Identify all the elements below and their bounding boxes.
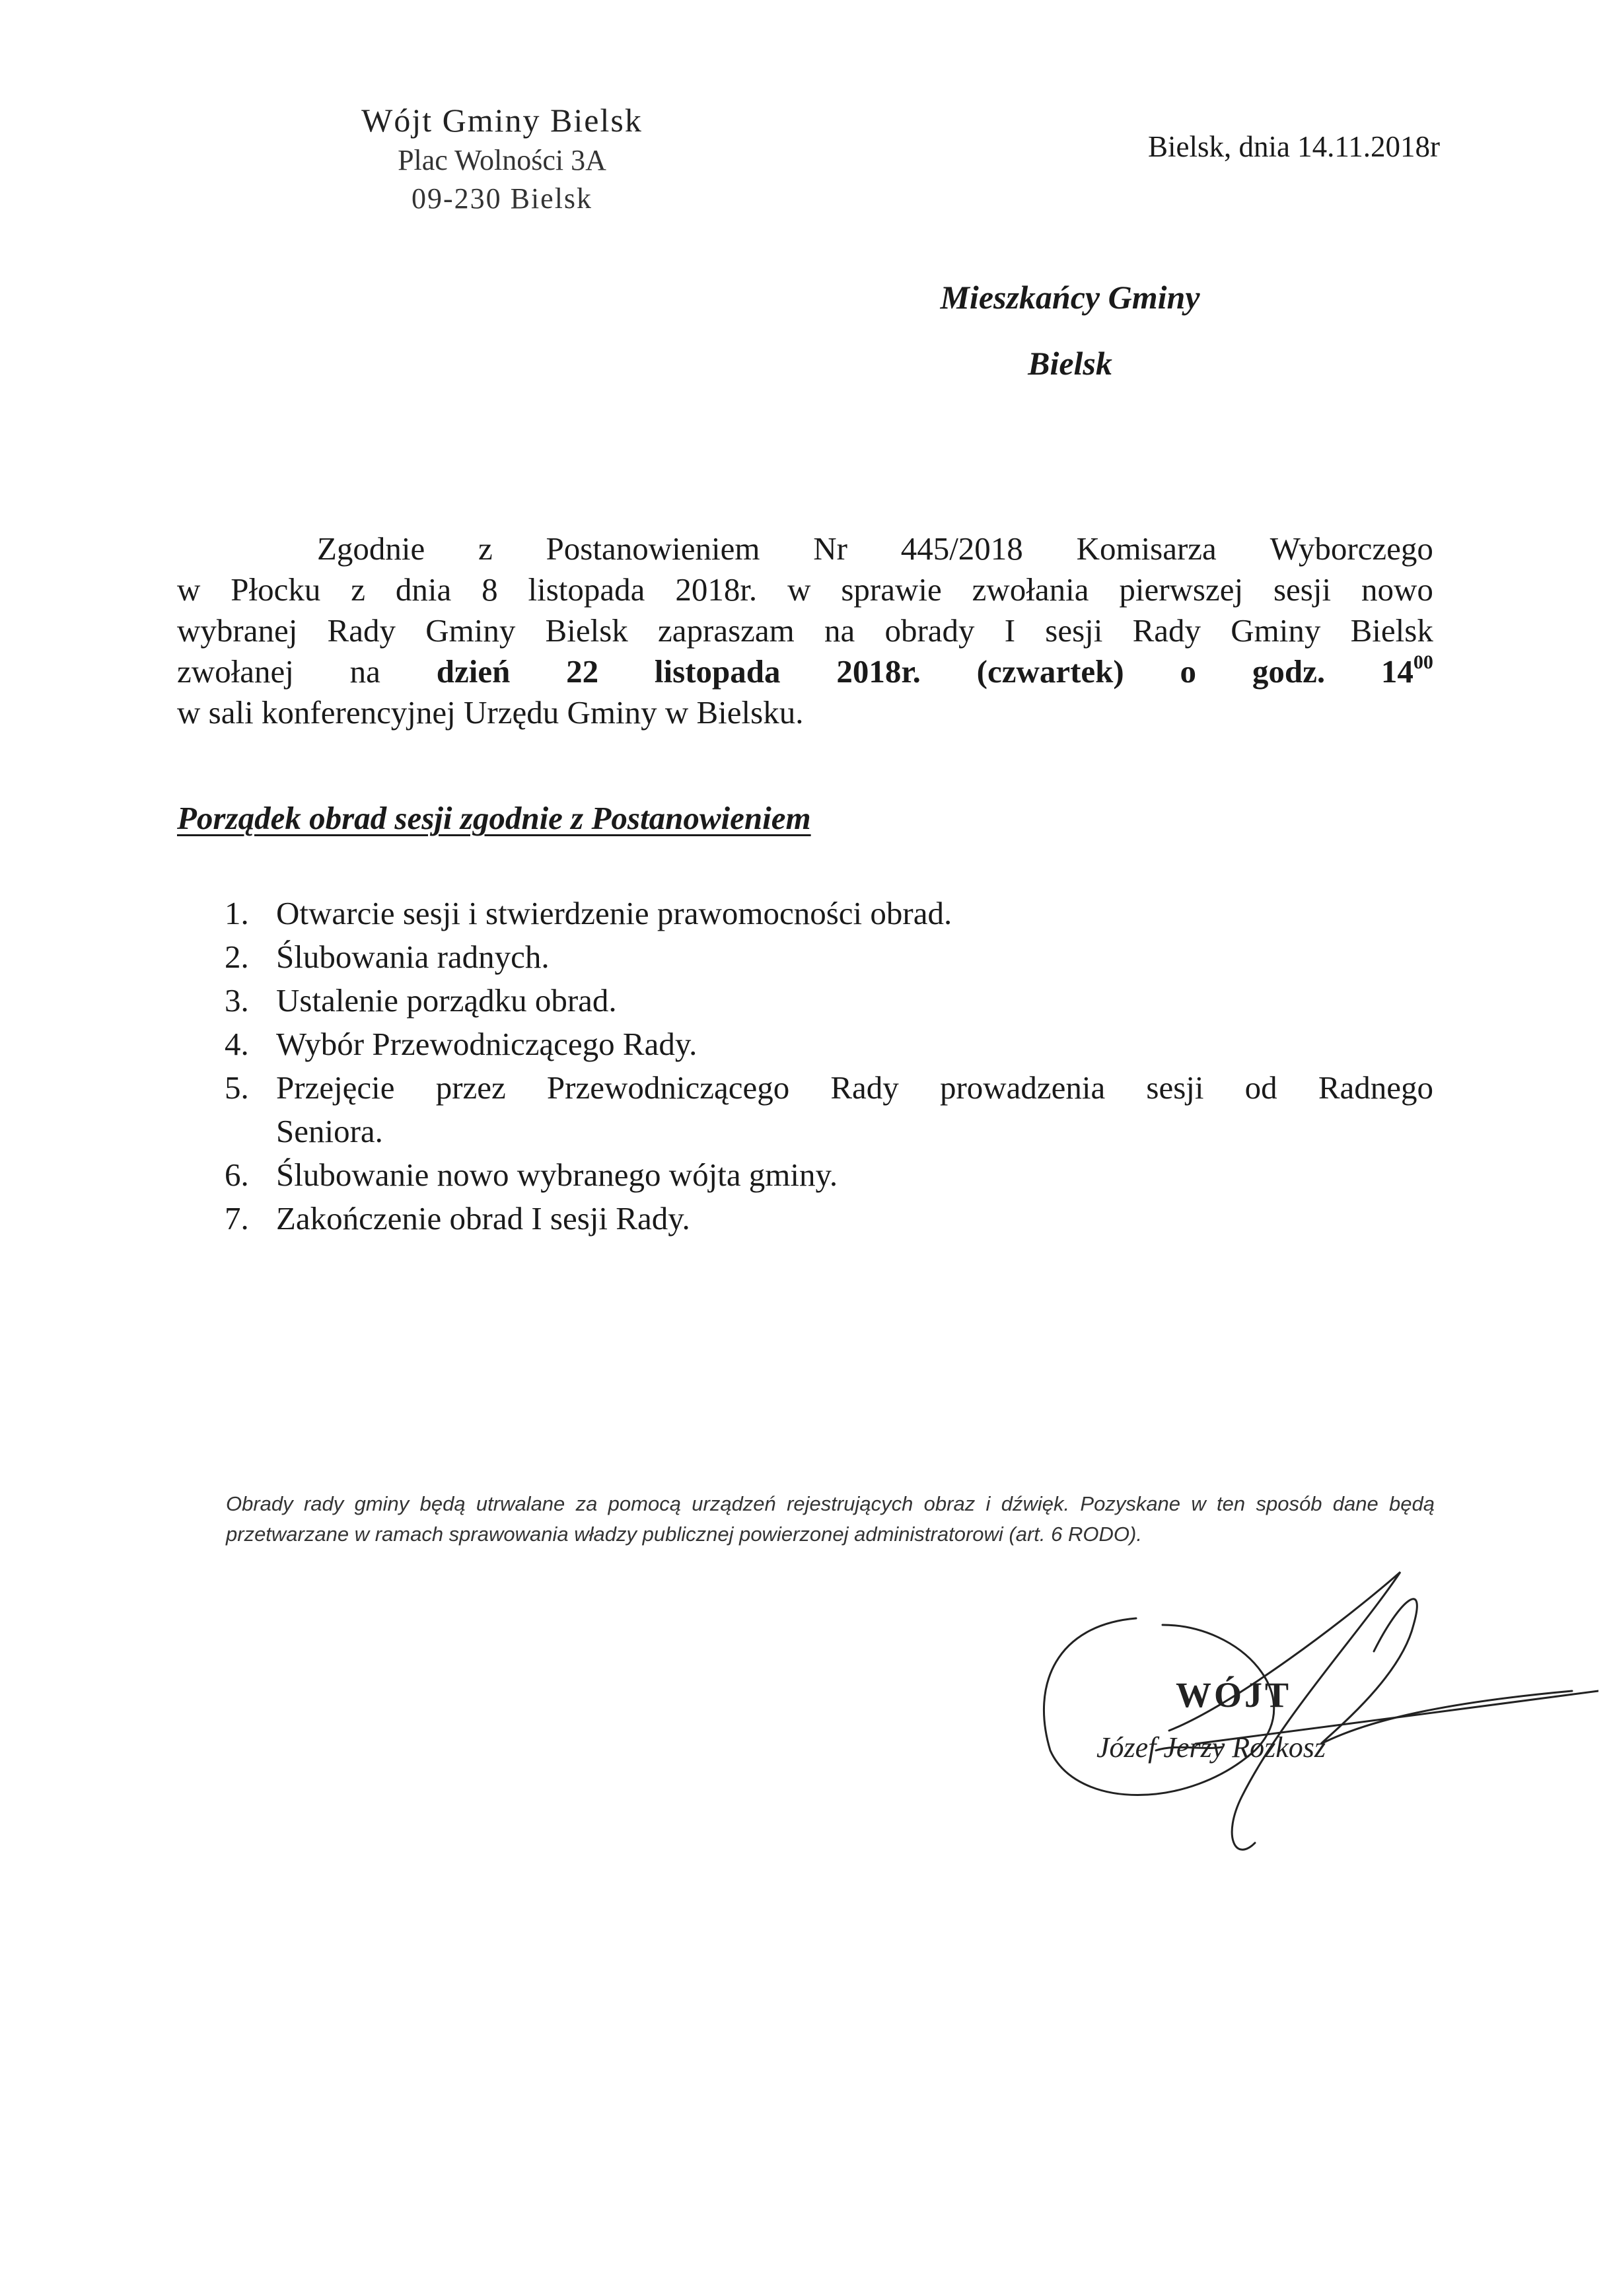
session-time-hour: 14 [1380, 653, 1414, 690]
addressee-line-2: Bielsk [1028, 345, 1112, 382]
paragraph-word: na [824, 612, 855, 649]
paragraph-word: w [177, 571, 201, 608]
paragraph-word-bold: dzień [436, 653, 511, 690]
paragraph-word: obrady [884, 612, 975, 649]
agenda-item-text: Ustalenie porządku obrad. [276, 982, 617, 1019]
agenda-item [225, 1153, 1433, 1197]
handwritten-signature [1004, 1532, 1598, 1876]
paragraph-line-2 [177, 569, 1433, 610]
paragraph-line-3 [177, 610, 1433, 651]
stamp-office-name: Wójt Gminy Bielsk [361, 102, 643, 139]
paragraph-word: sesji [1045, 612, 1103, 649]
paragraph-word: sesji [1273, 571, 1332, 608]
paragraph-word: na [349, 653, 380, 690]
paragraph-word: Wyborczego [1270, 530, 1433, 567]
session-time [1381, 651, 1433, 692]
stamp-postal-city: 09-230 Bielsk [411, 182, 593, 215]
paragraph-word: zwołania [972, 571, 1089, 608]
addressee-line-1: Mieszkańcy Gminy [940, 279, 1200, 316]
agenda-item-text: Zakończenie obrad I sesji Rady. [276, 1200, 690, 1237]
addressee [912, 264, 1229, 396]
signature-title: WÓJT [1176, 1675, 1292, 1715]
session-time-minutes: 00 [1413, 651, 1433, 673]
paragraph-word-bold: 22 [566, 653, 599, 690]
paragraph-word-bold: listopada [654, 653, 781, 690]
paragraph-word-bold: 2018r. [836, 653, 921, 690]
paragraph-word: listopada [528, 571, 645, 608]
paragraph-word: Nr [813, 530, 847, 567]
agenda-item [225, 892, 1433, 935]
agenda-item-text: Otwarcie sesji i stwierdzenie prawomocności obrad. [276, 895, 952, 931]
agenda-item-number: 7. [225, 1200, 249, 1237]
stamp-street: Plac Wolności 3A [398, 144, 606, 176]
agenda-item [225, 935, 1433, 979]
rodo-notice: Obrady rady gminy będą utrwalane za pomocą urządzeń rejestrujących obraz i dźwięk. Pozyskane w ten sposób dane będą przetwarzane w ramach sprawowania władzy publicznej powierzonej administratorowi (art. 6 RODO). [226, 1492, 1435, 1546]
paragraph-word: pierwszej [1119, 571, 1244, 608]
agenda-item [225, 979, 1433, 1022]
paragraph-word: Rady [1132, 612, 1201, 649]
agenda-item-number: 6. [225, 1157, 249, 1193]
agenda-item-number: 1. [225, 895, 249, 931]
agenda-item-text: Wybór Przewodniczącego Rady. [276, 1026, 698, 1062]
agenda-item-number: 4. [225, 1026, 249, 1062]
paragraph-line-1 [177, 528, 1433, 569]
paragraph-word: I [1004, 612, 1016, 649]
agenda-list [225, 892, 1433, 1240]
agenda-item [225, 1066, 1433, 1110]
paragraph-word-bold: (czwartek) [976, 653, 1124, 690]
paragraph-word: z [478, 530, 493, 567]
paragraph-word: 2018r. [675, 571, 758, 608]
agenda-item-continuation: Seniora. [276, 1113, 383, 1149]
agenda-heading: Porządek obrad sesji zgodnie z Postanowieniem [177, 800, 811, 836]
agenda-item-number: 3. [225, 982, 249, 1019]
paragraph-word: 445/2018 [900, 530, 1023, 567]
paragraph-word-bold: o [1180, 653, 1197, 690]
paragraph-word: z [351, 571, 366, 608]
paragraph-word: dnia [395, 571, 452, 608]
paragraph-word: 8 [482, 571, 498, 608]
agenda-item-text: Przejęcie przez Przewodniczącego Rady prowadzenia sesji od Radnego [276, 1069, 1433, 1106]
agenda-item [225, 1022, 1433, 1066]
paragraph-word: nowo [1361, 571, 1433, 608]
paragraph-line-5: w sali konferencyjnej Urzędu Gminy w Bielsku. [177, 694, 804, 731]
paragraph-word: Gminy [1231, 612, 1321, 649]
paragraph-word: zwołanej [177, 653, 294, 690]
paragraph-word: Zgodnie [317, 530, 425, 567]
agenda-item [225, 1197, 1433, 1240]
paragraph-line-4 [177, 651, 1433, 692]
agenda-item-text: Ślubowanie nowo wybranego wójta gminy. [276, 1157, 838, 1193]
agenda-item-number: 2. [225, 939, 249, 975]
paragraph-word: Komisarza [1076, 530, 1217, 567]
paragraph-word: Bielsk [545, 612, 628, 649]
office-stamp [317, 99, 687, 218]
paragraph-word: wybranej [177, 612, 298, 649]
paragraph-word: Postanowieniem [546, 530, 760, 567]
paragraph-word: Gminy [425, 612, 516, 649]
agenda-item-number: 5. [225, 1069, 249, 1106]
paragraph-word: w [787, 571, 811, 608]
paragraph-word: Rady [327, 612, 396, 649]
paragraph-word: sprawie [841, 571, 942, 608]
paragraph-word-bold: godz. [1252, 653, 1326, 690]
signatory-name: Józef Jerzy Rozkosz [1096, 1731, 1326, 1764]
invitation-paragraph [177, 528, 1433, 733]
paragraph-word: Płocku [231, 571, 321, 608]
paragraph-word: Bielsk [1350, 612, 1433, 649]
place-and-date: Bielsk, dnia 14.11.2018r [1147, 130, 1440, 163]
agenda-item-text: Ślubowania radnych. [276, 939, 550, 975]
paragraph-word: zapraszam [658, 612, 795, 649]
